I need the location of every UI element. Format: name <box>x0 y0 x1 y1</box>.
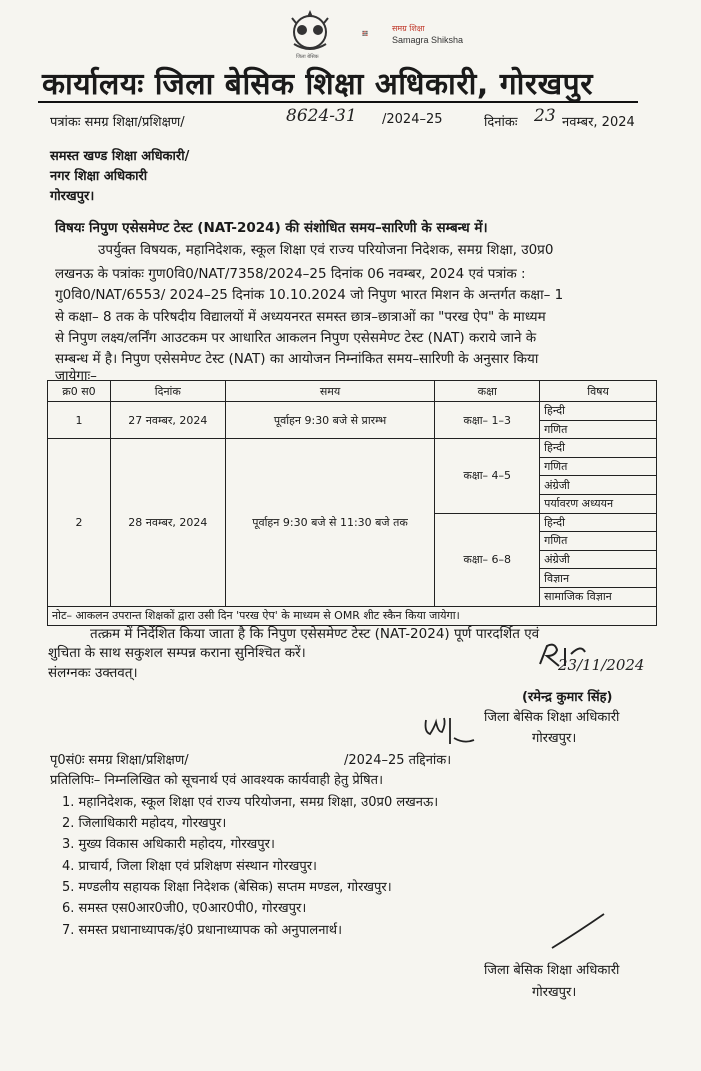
logo-hindi-text: समग्र शिक्षा <box>392 24 425 33</box>
copy-item: 3. मुख्य विकास अधिकारी महोदय, गोरखपुर। <box>62 837 275 852</box>
cell-subject: पर्यावरण अध्ययन <box>540 494 657 513</box>
subject-line: विषयः निपुण एसेसमेण्ट टेस्ट (NAT-2024) की संशोधित समय–सारिणी के सम्बन्ध में। <box>55 220 488 236</box>
title-underline <box>38 101 638 103</box>
table-note: नोट– आकलन उपरान्त शिक्षकों द्वारा उसी दिन 'परख ऐप' के माध्यम से OMR शीट स्कैन किया जायेगा। <box>48 606 657 625</box>
body-line: उपर्युक्त विषयक, महानिदेशक, स्कूल शिक्षा एवं राज्य परियोजना निदेशक, समग्र शिक्षा, उ0प्र0 <box>98 242 554 258</box>
letter-ref-label: पत्रांकः समग्र शिक्षा/प्रशिक्षण/ <box>50 115 185 130</box>
letterhead-logos <box>0 4 701 60</box>
endorsement-ref-label: पृ0सं0ः समग्र शिक्षा/प्रशिक्षण/ <box>50 753 189 768</box>
body-line: गु0वि0/NAT/6553/ 2024–25 दिनांक 10.10.2024 जो निपुण भारत मिशन के अन्तर्गत कक्षा– 1 <box>55 287 564 303</box>
copy-item: 2. जिलाधिकारी महोदय, गोरखपुर। <box>62 816 227 831</box>
cell-time: पूर्वाहन 9:30 बजे से प्रारम्भ <box>225 402 435 439</box>
body-line: से निपुण लक्ष्य/लर्निंग आउटकम पर आधारित आकलन निपुण एसेसमेण्ट टेस्ट (NAT) कराये जाने के <box>55 330 537 346</box>
copy-item: 4. प्राचार्य, जिला शिक्षा एवं प्रशिक्षण संस्थान गोरखपुर। <box>62 859 317 874</box>
cell-subject: हिन्दी <box>540 439 657 458</box>
copy-item: 7. समस्त प्रधानाध्यापक/इं0 प्रधानाध्यापक को अनुपालनार्थ। <box>62 923 343 938</box>
cell-subject: अंग्रेजी <box>540 550 657 569</box>
table-row <box>48 439 657 458</box>
signature-date-handwritten: 23/11/2024 <box>558 656 645 674</box>
addressee-line: समस्त खण्ड शिक्षा अधिकारी/ <box>50 149 190 164</box>
date-label: दिनांकः <box>484 115 518 130</box>
table-note-row <box>48 606 657 625</box>
body-line: से कक्षा– 8 तक के परिषदीय विद्यालयों में अध्ययनरत समस्त छात्र–छात्राओं का "परख ऐप" के माध्यम <box>55 309 546 325</box>
dispatch-mark-icon <box>420 714 480 750</box>
signatory-designation: जिला बेसिक शिक्षा अधिकारी <box>484 710 620 725</box>
cell-class: कक्षा– 1–3 <box>435 402 540 439</box>
cell-subject: गणित <box>540 532 657 551</box>
footer-designation: जिला बेसिक शिक्षा अधिकारी <box>484 963 620 978</box>
col-header-class: कक्षा <box>435 381 540 402</box>
body-line: जायेगाः– <box>55 368 97 384</box>
enclosure-line: संलग्नकः उक्तवत्। <box>48 665 138 681</box>
cell-date: 27 नवम्बर, 2024 <box>110 402 225 439</box>
date-month-year: नवम्बर, 2024 <box>562 115 635 130</box>
cell-subject: सामाजिक विज्ञान <box>540 587 657 606</box>
logo-english-text: Samagra Shiksha <box>392 35 464 45</box>
col-header-date: दिनांक <box>110 381 225 402</box>
body-line: सम्बन्ध में है। निपुण एसेसमेण्ट टेस्ट (NAT) का आयोजन निम्नांकित समय–सारिणी के अनुसार किया <box>55 351 539 367</box>
col-header-subject: विषय <box>540 381 657 402</box>
date-day-handwritten: 23 <box>534 106 556 126</box>
district-emblem-icon <box>282 8 338 54</box>
cell-subject: हिन्दी <box>540 402 657 421</box>
footer-signature-stroke-icon <box>548 912 608 952</box>
addressee-line: गोरखपुर। <box>50 189 95 204</box>
col-header-sn: क्र0 स0 <box>48 381 111 402</box>
cell-subject: हिन्दी <box>540 513 657 532</box>
copy-item: 6. समस्त एस0आर0जी0, ए0आर0पी0, गोरखपुर। <box>62 901 307 916</box>
cell-time: पूर्वाहन 9:30 बजे से 11:30 बजे तक <box>225 439 435 606</box>
schedule-table <box>47 380 657 626</box>
signatory-place: गोरखपुर। <box>532 731 577 746</box>
cell-subject: विज्ञान <box>540 569 657 588</box>
cell-subject: गणित <box>540 420 657 439</box>
copy-item: 1. महानिदेशक, स्कूल शिक्षा एवं राज्य परियोजना, समग्र शिक्षा, उ0प्र0 लखनऊ। <box>62 795 439 810</box>
endorsement-session: /2024–25 तद्दिनांक। <box>344 753 452 768</box>
footer-place: गोरखपुर। <box>532 985 577 1000</box>
letter-number-handwritten: 8624-31 <box>286 106 357 126</box>
emblem-caption: जिला बेसिक <box>296 54 319 60</box>
closing-line: तत्क्रम में निर्देशित किया जाता है कि निपुण एसेसमेण्ट टेस्ट (NAT-2024) पूर्ण पारदर्शित एवं <box>90 626 540 642</box>
cell-sn: 2 <box>48 439 111 606</box>
office-title: कार्यालयः जिला बेसिक शिक्षा अधिकारी, गोरखपुर <box>42 67 593 102</box>
cell-date: 28 नवम्बर, 2024 <box>110 439 225 606</box>
cell-class: कक्षा– 6–8 <box>435 513 540 606</box>
closing-line: शुचिता के साथ सकुशल सम्पन्न कराना सुनिश्चित करें। <box>48 645 306 661</box>
cell-subject: अंग्रेजी <box>540 476 657 495</box>
col-header-time: समय <box>225 381 435 402</box>
cell-class: कक्षा– 4–5 <box>435 439 540 513</box>
letter-session: /2024–25 <box>382 112 443 127</box>
body-line: लखनऊ के पत्रांकः गुण0वि0/NAT/7358/2024–25 दिनांक 06 नवम्बर, 2024 एवं पत्रांक : <box>55 266 526 282</box>
table-header-row <box>48 381 657 402</box>
signatory-name: (रमेन्द्र कुमार सिंह) <box>522 690 613 705</box>
addressee-line: नगर शिक्षा अधिकारी <box>50 169 148 184</box>
cell-sn: 1 <box>48 402 111 439</box>
cell-subject: गणित <box>540 457 657 476</box>
copy-to-label: प्रतिलिपिः– निम्नलिखित को सूचनार्थ एवं आवश्यक कार्यवाही हेतु प्रेषित। <box>50 773 384 788</box>
copy-item: 5. मण्डलीय सहायक शिक्षा निदेशक (बेसिक) सप्तम मण्डल, गोरखपुर। <box>62 880 392 895</box>
table-row <box>48 402 657 421</box>
samagra-shiksha-logo-icon <box>362 20 392 50</box>
